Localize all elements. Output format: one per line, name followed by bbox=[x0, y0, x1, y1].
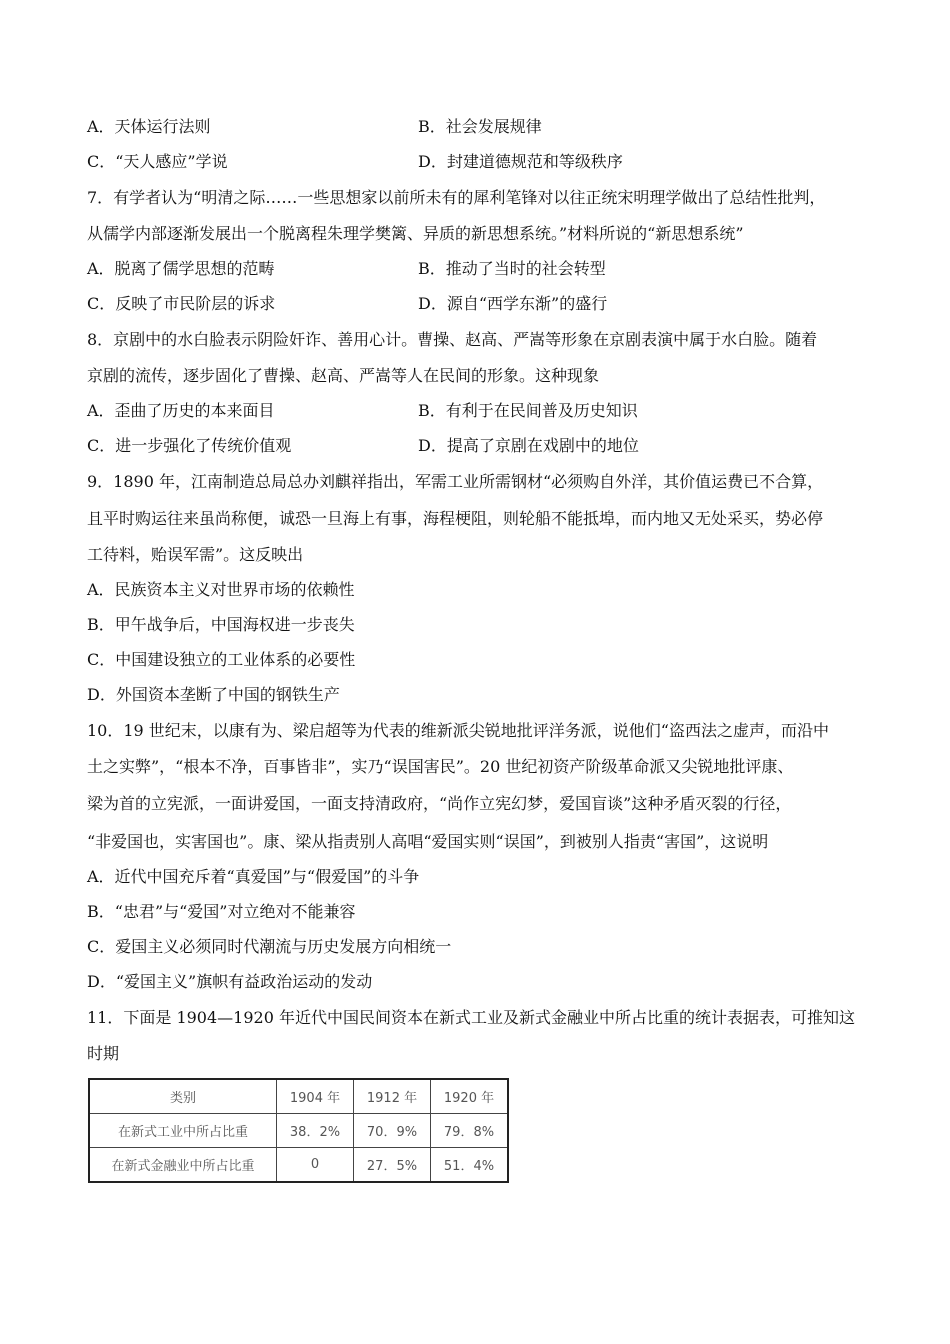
q10-option-d: D．“爱国主义”旗帜有益政治运动的发动 bbox=[87, 972, 373, 991]
table-row bbox=[89, 1114, 508, 1148]
table-header-cell: 1904 年 bbox=[277, 1079, 354, 1114]
q9-option-c: C．中国建设独立的工业体系的必要性 bbox=[87, 650, 356, 669]
table-cell: 在新式金融业中所占比重 bbox=[89, 1148, 277, 1183]
q9-option-d: D．外国资本垄断了中国的钢铁生产 bbox=[87, 685, 340, 704]
q7-option-d: D．源自“西学东渐”的盛行 bbox=[418, 294, 608, 313]
table-header-row bbox=[89, 1079, 508, 1114]
q11-statistics-table bbox=[88, 1078, 509, 1183]
table-cell: 27．5% bbox=[354, 1148, 431, 1183]
q10-stem-line-1: 10．19 世纪末，以康有为、梁启超等为代表的维新派尖锐地批评洋务派，说他们“盗西法之虚声，而沿中 bbox=[87, 721, 829, 740]
table-cell: 79．8% bbox=[431, 1114, 509, 1148]
q8-option-b: B．有利于在民间普及历史知识 bbox=[418, 401, 638, 420]
table-cell: 在新式工业中所占比重 bbox=[89, 1114, 277, 1148]
table-cell: 70．9% bbox=[354, 1114, 431, 1148]
q10-option-c: C．爱国主义必须同时代潮流与历史发展方向相统一 bbox=[87, 937, 452, 956]
table-header-cell: 1920 年 bbox=[431, 1079, 509, 1114]
q8-option-a: A．歪曲了历史的本来面目 bbox=[87, 401, 275, 420]
q9-option-a: A．民族资本主义对世界市场的依赖性 bbox=[87, 580, 355, 599]
q8-stem-line-1: 8．京剧中的水白脸表示阴险奸诈、善用心计。曹操、赵高、严嵩等形象在京剧表演中属于水白脸。随着 bbox=[87, 330, 818, 349]
q7-option-a: A．脱离了儒学思想的范畴 bbox=[87, 259, 275, 278]
q8-option-c: C．进一步强化了传统价值观 bbox=[87, 436, 292, 455]
table-cell: 51．4% bbox=[431, 1148, 509, 1183]
q11-stem-line-2: 时期 bbox=[87, 1044, 120, 1063]
q11-stem-line-1: 11．下面是 1904—1920 年近代中国民间资本在新式工业及新式金融业中所占比重的统计表据表，可推知这 bbox=[87, 1008, 855, 1027]
table-header-cell: 1912 年 bbox=[354, 1079, 431, 1114]
table-header-cell: 类别 bbox=[89, 1079, 277, 1114]
q9-stem-line-1: 9．1890 年，江南制造总局总办刘麒祥指出，军需工业所需钢材“必须购自外洋，其价值运费已不合算， bbox=[87, 472, 824, 491]
table-cell: 38．2% bbox=[277, 1114, 354, 1148]
table-row bbox=[89, 1148, 508, 1183]
q6-option-a: A．天体运行法则 bbox=[87, 117, 211, 136]
q7-stem-line-1: 7．有学者认为“明清之际……一些思想家以前所未有的犀利笔锋对以往正统宋明理学做出了总结性批判， bbox=[87, 188, 826, 207]
table-cell: 0 bbox=[277, 1148, 354, 1183]
q6-option-c: C．“天人感应”学说 bbox=[87, 152, 228, 171]
q7-option-c: C．反映了市民阶层的诉求 bbox=[87, 294, 276, 313]
q9-stem-line-3: 工待料，贻误军需”。这反映出 bbox=[87, 545, 304, 564]
q6-option-b: B．社会发展规律 bbox=[418, 117, 542, 136]
q7-option-b: B．推动了当时的社会转型 bbox=[418, 259, 606, 278]
q10-stem-line-2: 土之实弊”，“根本不净，百事皆非”，实乃“误国害民”。20 世纪初资产阶级革命派又尖锐地批评康、 bbox=[87, 757, 794, 776]
q10-stem-line-4: “非爱国也，实害国也”。康、梁从指责别人高唱“爱国实则“误国”，到被别人指责“害国”，这说明 bbox=[87, 832, 769, 851]
q7-stem-line-2: 从儒学内部逐渐发展出一个脱离程朱理学樊篱、异质的新思想系统。”材料所说的“新思想系统” bbox=[87, 224, 744, 243]
q6-option-d: D．封建道德规范和等级秩序 bbox=[418, 152, 623, 171]
q8-option-d: D．提高了京剧在戏剧中的地位 bbox=[418, 436, 639, 455]
q10-option-b: B．“忠君”与“爱国”对立绝对不能兼容 bbox=[87, 902, 356, 921]
q10-option-a: A．近代中国充斥着“真爱国”与“假爱国”的斗争 bbox=[87, 867, 420, 886]
q9-stem-line-2: 且平时购运往来虽尚称便，诚恐一旦海上有事，海程梗阻，则轮船不能抵埠，而内地又无处采买，势必停 bbox=[87, 509, 824, 528]
q10-stem-line-3: 梁为首的立宪派，一面讲爱国，一面支持清政府，“尚作立宪幻梦，爱国盲谈”这种矛盾灭裂的行径， bbox=[87, 794, 792, 813]
q8-stem-line-2: 京剧的流传，逐步固化了曹操、赵高、严嵩等人在民间的形象。这种现象 bbox=[87, 366, 600, 385]
q9-option-b: B．甲午战争后，中国海权进一步丧失 bbox=[87, 615, 355, 634]
